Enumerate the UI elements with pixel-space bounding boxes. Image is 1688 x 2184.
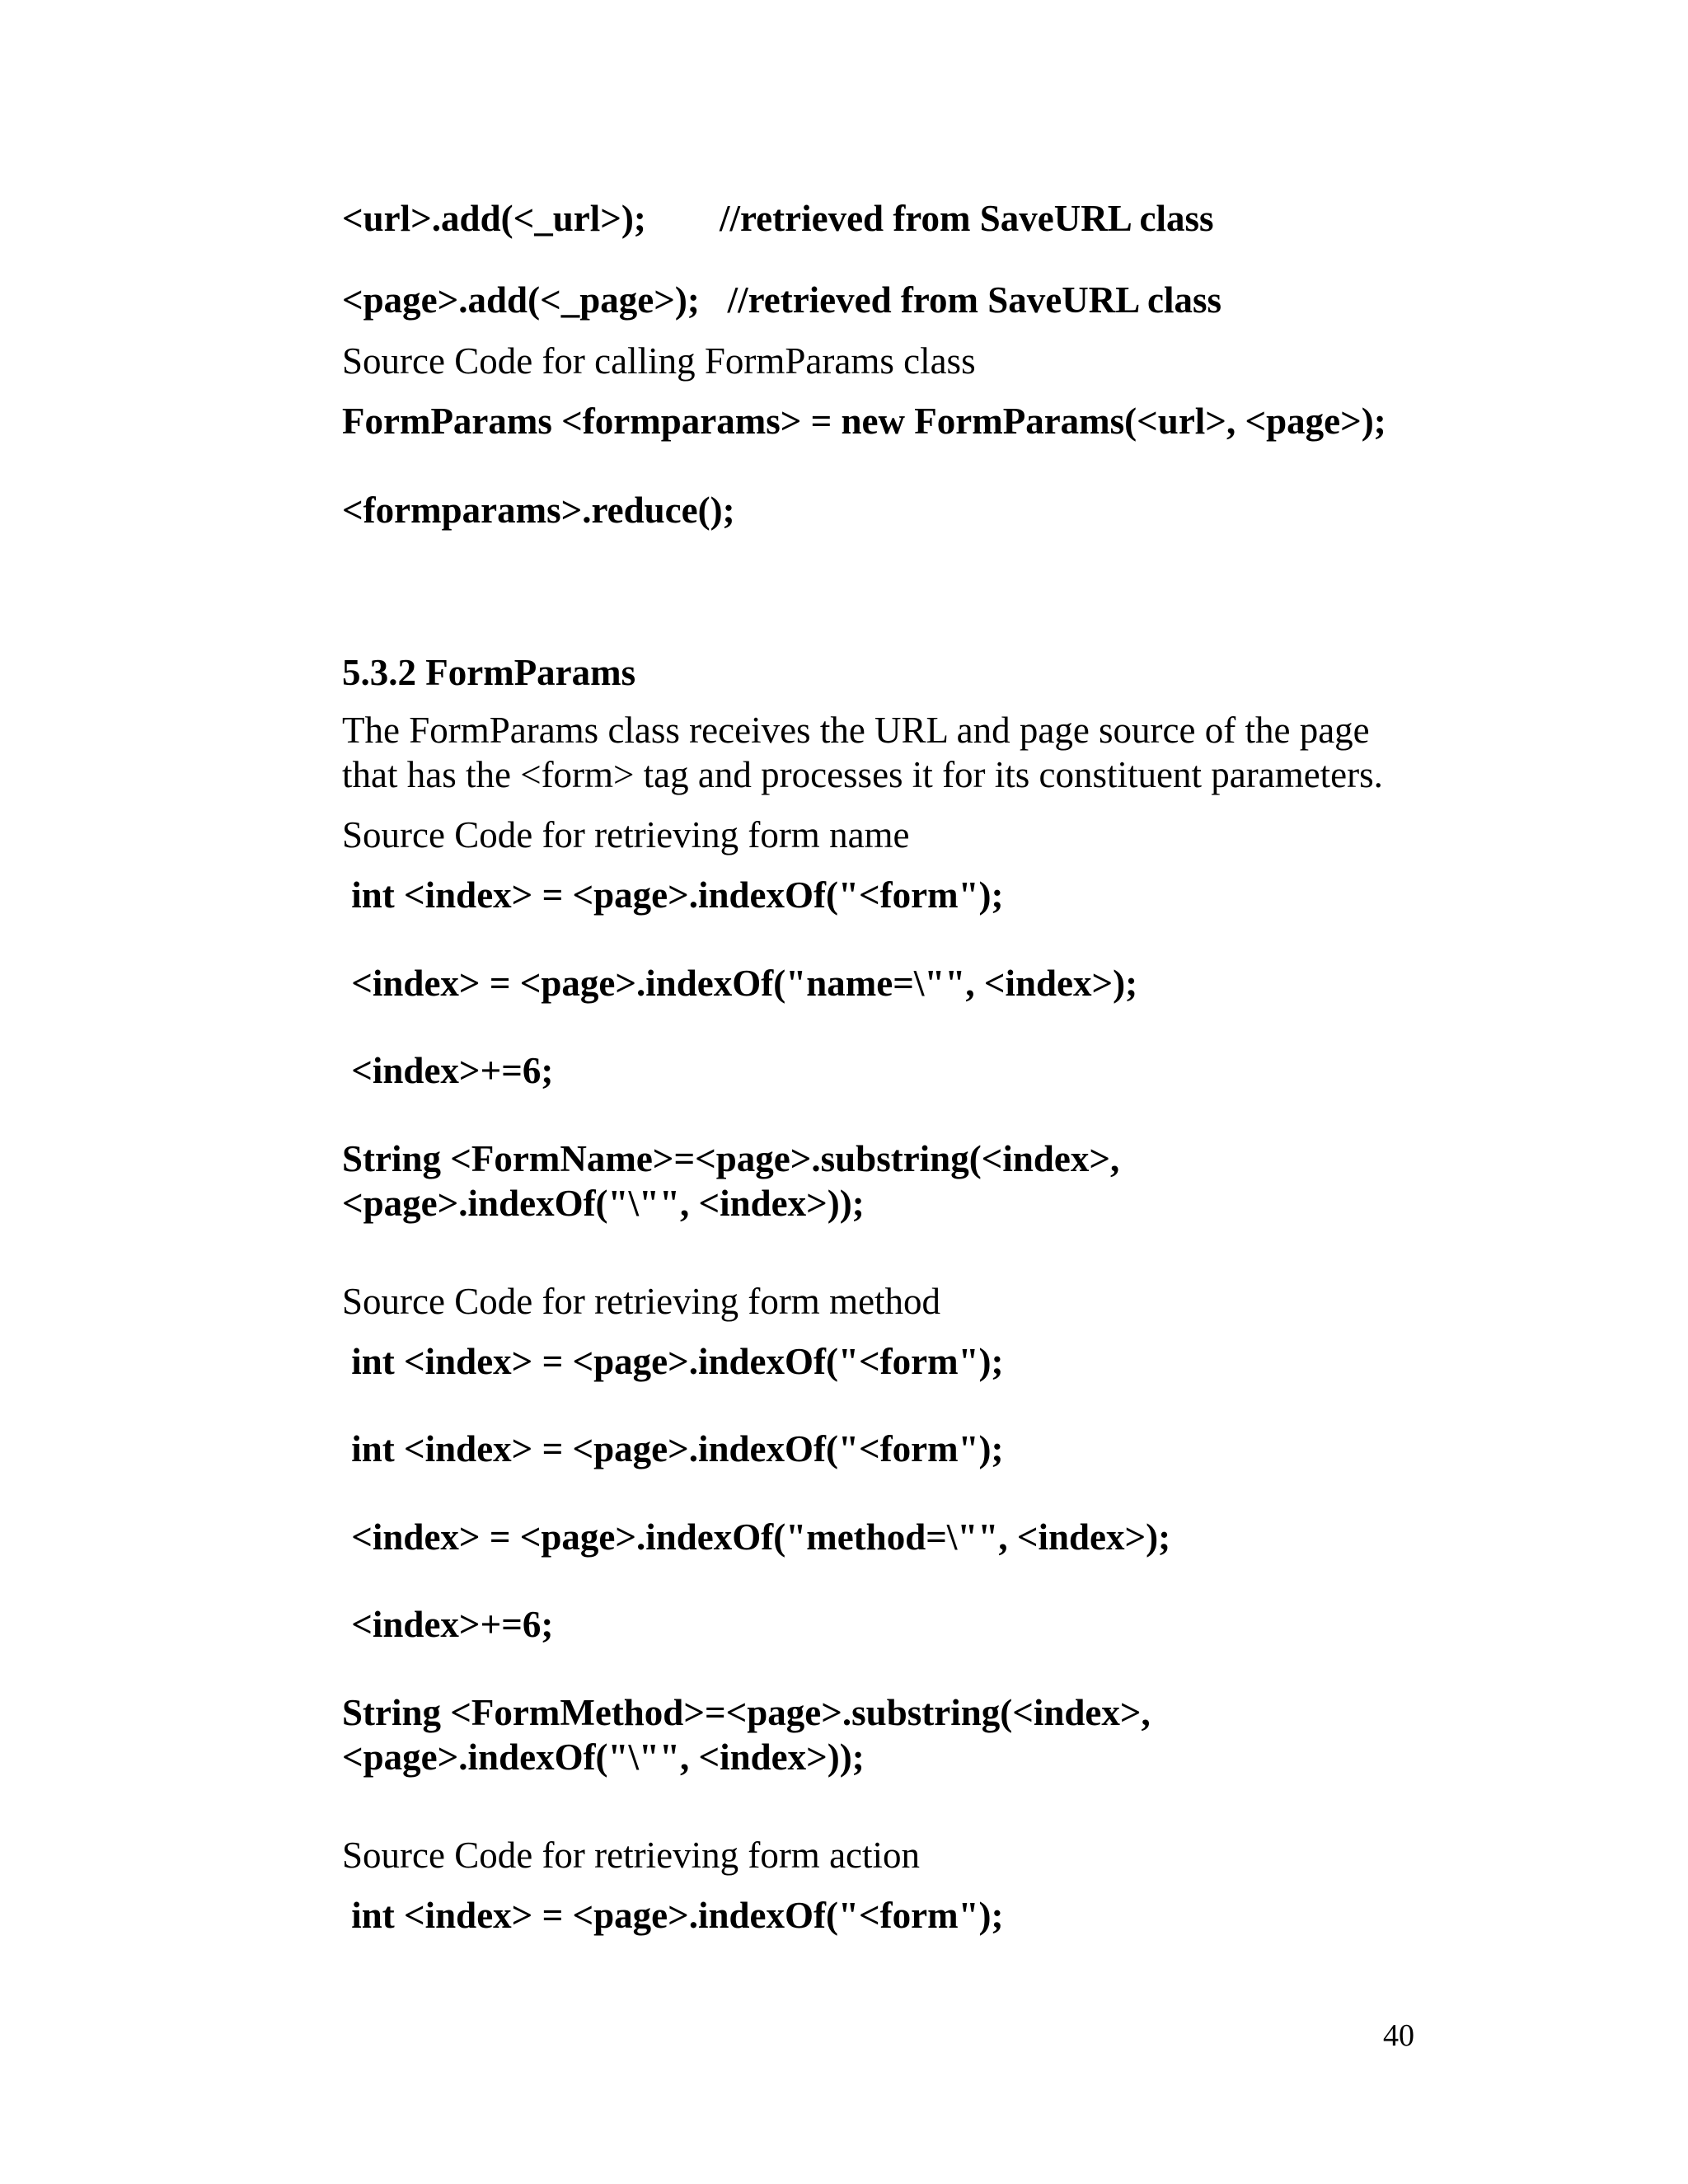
form-method-code-3: <index> = <page>.indexOf("method=\"", <index>); bbox=[342, 1516, 1171, 1558]
code-line-formparams-reduce: <formparams>.reduce(); bbox=[342, 490, 735, 531]
page-number: 40 bbox=[1383, 2018, 1414, 2053]
form-action-code-1: int <index> = <page>.indexOf("<form"); bbox=[342, 1895, 1004, 1936]
form-name-code-2: <index> = <page>.indexOf("name=\"", <index>); bbox=[342, 963, 1138, 1004]
form-name-label: Source Code for retrieving form name bbox=[342, 814, 910, 855]
form-name-code-4: String <FormName>=<page>.substring(<index>, bbox=[342, 1138, 1120, 1179]
section-paragraph-line-1: The FormParams class receives the URL and page source of the page bbox=[342, 710, 1370, 751]
form-name-code-3: <index>+=6; bbox=[342, 1050, 554, 1091]
code-line-url-add: <url>.add(<_url>); bbox=[342, 198, 646, 239]
form-method-code-4: <index>+=6; bbox=[342, 1604, 554, 1645]
form-method-code-1: int <index> = <page>.indexOf("<form"); bbox=[342, 1341, 1004, 1382]
form-name-code-1: int <index> = <page>.indexOf("<form"); bbox=[342, 874, 1004, 916]
section-paragraph-line-2: that has the <form> tag and processes it for its constituent parameters. bbox=[342, 754, 1383, 795]
form-method-code-6: <page>.indexOf("\"", <index>)); bbox=[342, 1736, 865, 1778]
form-method-label: Source Code for retrieving form method bbox=[342, 1281, 941, 1322]
form-method-code-5: String <FormMethod>=<page>.substring(<index>, bbox=[342, 1692, 1151, 1733]
form-name-code-5: <page>.indexOf("\"", <index>)); bbox=[342, 1183, 865, 1224]
section-heading: 5.3.2 FormParams bbox=[342, 652, 636, 693]
code-line-formparams-new: FormParams <formparams> = new FormParams(<url>, <page>); bbox=[342, 401, 1386, 442]
code-line-page-add: <page>.add(<_page>); //retrieved from SaveURL class bbox=[342, 279, 1222, 321]
form-method-code-2: int <index> = <page>.indexOf("<form"); bbox=[342, 1428, 1004, 1469]
form-action-label: Source Code for retrieving form action bbox=[342, 1835, 921, 1876]
code-comment-url-add: //retrieved from SaveURL class bbox=[720, 198, 1214, 239]
calling-label: Source Code for calling FormParams class bbox=[342, 340, 976, 382]
